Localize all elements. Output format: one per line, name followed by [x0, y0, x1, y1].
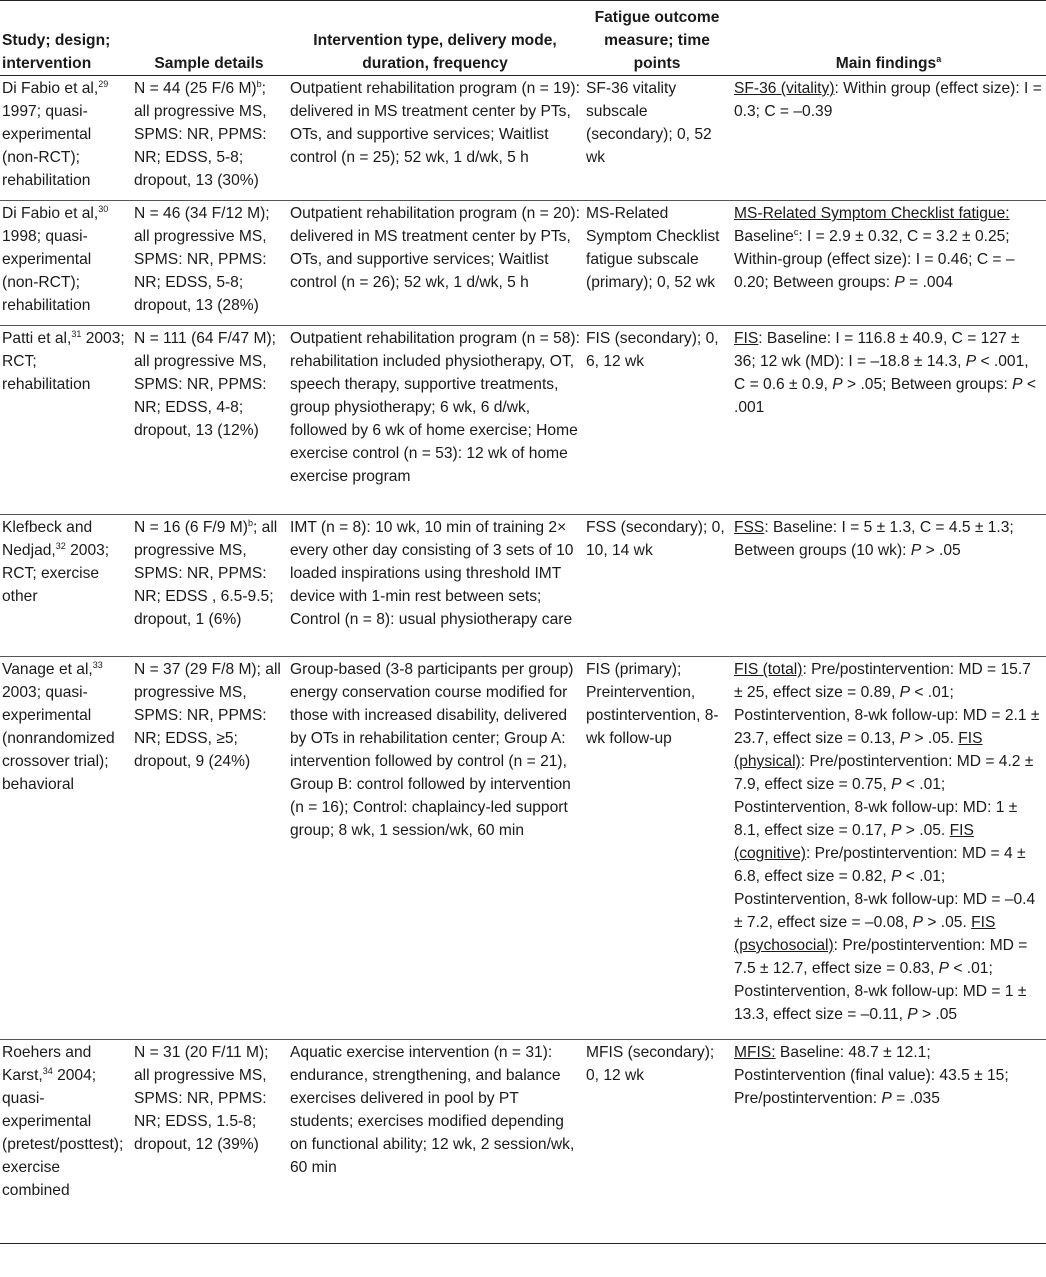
- cell-sample: N = 111 (64 F/47 M); all progressive MS, SPMS: NR, PPMS: NR; EDSS, 4-8; dropout, 13 (12%): [131, 326, 287, 515]
- cell-findings: FIS (total): Pre/postintervention: MD = 15.7 ± 25, effect size = 0.89, P < .01; Postintervention, 8-wk follow-up: MD = 2.1 ± 23.7, effect size = 0.13, P > .05. FIS (physical): Pre/postintervention: MD = 4.2 ± 7.9, effect size = 0.75, P < .01; Postintervention, 8-wk follow-up: MD: 1 ± 8.1, effect size = 0.17, P > .05. FIS (cognitive): Pre/postintervention: MD = 4 ± 6.8, effect size = 0.82, P < .01; Postintervention, 8-wk follow-up: MD = –0.4 ± 7.2, effect size = –0.08, P > .05. FIS (psychosocial): Pre/postintervention: MD = 7.5 ± 12.7, effect size = 0.83, P < .01; Postintervention, 8-wk follow-up: MD = 1 ± 13.3, effect size = –0.11, P > .05: [731, 657, 1046, 1040]
- cell-sample: N = 37 (29 F/8 M); all progressive MS, SPMS: NR, PPMS: NR; EDSS, ≥5; dropout, 9 (24%): [131, 657, 287, 1040]
- cell-sample: N = 46 (34 F/12 M); all progressive MS, SPMS: NR, PPMS: NR; EDSS, 5-8; dropout, 13 (28%): [131, 201, 287, 326]
- header-findings-label: Main findings: [835, 55, 937, 72]
- header-outcome: Fatigue outcome measure; time points: [583, 1, 731, 76]
- cell-intervention: Outpatient rehabilitation program (n = 20): delivered in MS treatment center by PTs, OTs, and supportive services; Waitlist control (n = 26); 52 wk, 1 d/wk, 5 h: [287, 201, 583, 326]
- header-sample: Sample details: [131, 1, 287, 76]
- header-findings-sup: a: [936, 54, 942, 64]
- cell-outcome: FIS (primary); Preintervention, postintervention, 8-wk follow-up: [583, 657, 731, 1040]
- cell-study: Vanage et al,$^{33}$ 2003; quasi-experimental (nonrandomized crossover trial); behavioral: [0, 657, 131, 1040]
- cell-intervention: Outpatient rehabilitation program (n = 19): delivered in MS treatment center by PTs, OTs, and supportive services; Waitlist control (n = 25); 52 wk, 1 d/wk, 5 h: [287, 76, 583, 201]
- cell-findings: SF-36 (vitality): Within group (effect size): I = 0.3; C = –0.39: [731, 76, 1046, 201]
- cell-findings: FIS: Baseline: I = 116.8 ± 40.9, C = 127 ± 36; 12 wk (MD): I = –18.8 ± 14.3, P < .001, C = 0.6 ± 0.9, P > .05; Between groups: P < .001: [731, 326, 1046, 515]
- cell-study: Roehers and Karst,$^{34}$ 2004; quasi-experimental (pretest/posttest); exercise combined: [0, 1040, 131, 1244]
- header-intervention: Intervention type, delivery mode, duration, frequency: [287, 1, 583, 76]
- cell-outcome: FSS (secondary); 0, 10, 14 wk: [583, 515, 731, 657]
- cell-outcome: MFIS (secondary); 0, 12 wk: [583, 1040, 731, 1244]
- cell-sample: N = 31 (20 F/11 M); all progressive MS, SPMS: NR, PPMS: NR; EDSS, 1.5-8; dropout, 12 (39%): [131, 1040, 287, 1244]
- table-row: [0, 1040, 1046, 1244]
- header-row: [0, 1, 1046, 76]
- cell-outcome: SF-36 vitality subscale (secondary); 0, 52 wk: [583, 76, 731, 201]
- cell-study: Di Fabio et al,$^{29}$ 1997; quasi-experimental (non-RCT); rehabilitation: [0, 76, 131, 201]
- cell-sample: N = 44 (25 F/6 M)$^b$; all progressive MS, SPMS: NR, PPMS: NR; EDSS, 5-8; dropout, 13 (30%): [131, 76, 287, 201]
- cell-intervention: Group-based (3-8 participants per group) energy conservation course modified for those with increased disability, delivered by OTs in rehabilitation center; Group A: intervention followed by control (n = 21), Group B: control followed by intervention (n = 16); Control: chaplaincy-led support group; 8 wk, 1 session/wk, 60 min: [287, 657, 583, 1040]
- table-row: [0, 657, 1046, 1040]
- table-row: [0, 515, 1046, 657]
- cell-findings: FSS: Baseline: I = 5 ± 1.3, C = 4.5 ± 1.3; Between groups (10 wk): P > .05: [731, 515, 1046, 657]
- cell-study: Patti et al,$^{31}$ 2003; RCT; rehabilitation: [0, 326, 131, 515]
- cell-outcome: MS-Related Symptom Checklist fatigue subscale (primary); 0, 52 wk: [583, 201, 731, 326]
- cell-outcome: FIS (secondary); 0, 6, 12 wk: [583, 326, 731, 515]
- cell-findings: MS-Related Symptom Checklist fatigue: Baseline$^c$: I = 2.9 ± 0.32, C = 3.2 ± 0.25; Within-group (effect size): I = 0.46; C = –0.20; Between groups: P = .004: [731, 201, 1046, 326]
- cell-intervention: IMT (n = 8): 10 wk, 10 min of training 2× every other day consisting of 3 sets of 10 loaded inspirations using threshold IMT device with 1-min rest between sets; Control (n = 8): usual physiotherapy care: [287, 515, 583, 657]
- header-study: Study; design; intervention: [0, 1, 131, 76]
- header-findings: [731, 1, 1046, 76]
- table-row: [0, 326, 1046, 515]
- cell-study: Klefbeck and Nedjad,$^{32}$ 2003; RCT; exercise other: [0, 515, 131, 657]
- cell-study: Di Fabio et al,$^{30}$ 1998; quasi-experimental (non-RCT); rehabilitation: [0, 201, 131, 326]
- table-row: [0, 76, 1046, 201]
- cell-findings: MFIS: Baseline: 48.7 ± 12.1; Postintervention (final value): 43.5 ± 15; Pre/postintervention: P = .035: [731, 1040, 1046, 1244]
- cell-intervention: Aquatic exercise intervention (n = 31): endurance, strengthening, and balance exercises delivered in pool by PT students; exercises modified depending on functional ability; 12 wk, 2 session/wk, 60 min: [287, 1040, 583, 1244]
- table-row: [0, 201, 1046, 326]
- cell-sample: N = 16 (6 F/9 M)$^b$; all progressive MS, SPMS: NR, PPMS: NR; EDSS , 6.5-9.5; dropout, 1 (6%): [131, 515, 287, 657]
- cell-intervention: Outpatient rehabilitation program (n = 58): rehabilitation included physiotherapy, OT, speech therapy, supportive treatments, group physiotherapy; 6 wk, 6 d/wk, followed by 6 wk of home exercise; Home exercise control (n = 53): 12 wk of home exercise program: [287, 326, 583, 515]
- table-header: [0, 1, 1046, 76]
